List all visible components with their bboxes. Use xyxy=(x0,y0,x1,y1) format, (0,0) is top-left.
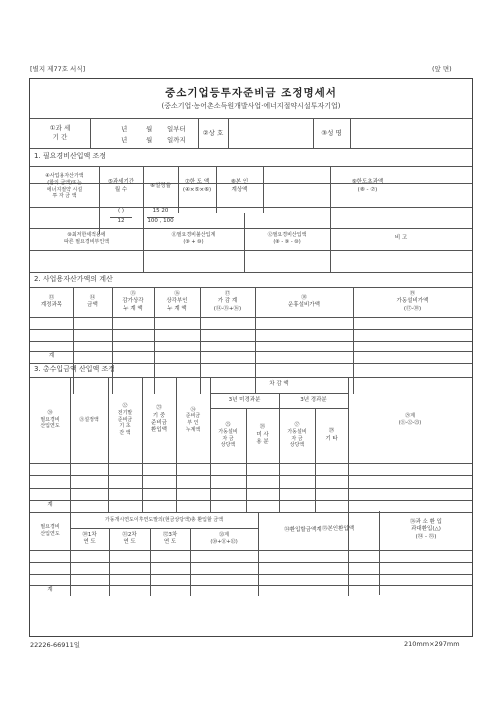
section3-sum-header: ㉙계 (㉑-㉒-㉓) xyxy=(398,413,422,426)
unused-portion-header: ㉖ 미 사 용 분 xyxy=(256,424,269,446)
taxation-period-label: ①과 세 기 간 xyxy=(49,124,71,141)
adjustment-statement-form xyxy=(29,78,473,637)
section3-heading: 3. 총수입금액 산입액 조정 xyxy=(34,365,115,374)
form-subtitle: (중소기업·농어촌소득원개발사업·에너지절약시설투자기업) xyxy=(161,102,341,111)
period-year-from: 년 xyxy=(121,125,128,133)
deduction-year-header-2: 필요경비 산입연도 xyxy=(40,524,60,537)
reversal-total-header: ㉞환입할금액계 xyxy=(284,527,322,534)
rate-numerators: 15 20 xyxy=(152,208,169,215)
over-under-reversal-header: ㊱과 소 환 입 과대환입(△) (㉞ - ㉟) xyxy=(410,518,442,540)
months-denominator: 12 xyxy=(117,218,125,225)
excess-limit-header: ⑨한도초과액 (⑧ - ⑦) xyxy=(351,179,384,193)
months-numerator: ( ) xyxy=(117,208,125,215)
company-name-label: ②상 호 xyxy=(202,128,224,137)
section2-heading: 2. 사업용자산가액의 계산 xyxy=(34,274,113,283)
accum-depreciation-header: ⑮ 감가상각 누 계 액 xyxy=(122,290,144,312)
section3-total-label: 계 xyxy=(47,502,53,509)
form-code: 22226-66911일 xyxy=(30,641,80,649)
operating-fund-equiv-header-a: ㉕ 가동설비 자 금 상당액 xyxy=(218,422,238,449)
form-number: [별지 제77호 서식] xyxy=(30,65,86,73)
rate-denominators: 100 , 100 xyxy=(147,218,174,225)
paper-size: 210mm×297mm xyxy=(404,640,460,648)
operating-equipment-header: ⑲ 가동설비가액 (⑰-⑱) xyxy=(396,290,429,312)
section1-heading: 1. 필요경비산입액 조정 xyxy=(34,152,106,161)
operating-fund-equiv-header-b: ㉗ 가동설비 자 금 상당액 xyxy=(287,422,307,449)
reserve-reversal-header: ㉓ 기 중 준비금 환입액 xyxy=(151,405,167,434)
setting-rate-header: ⑥설정율 xyxy=(150,182,171,189)
reserve-disallowed-header: ㉔ 준비금 부 인 누계액 xyxy=(185,406,201,433)
setting-amount-header: ㉑설정액 xyxy=(79,416,99,423)
third-year-header: ㉜3차 연 도 xyxy=(162,531,178,545)
period-day-to: 일까지 xyxy=(167,136,186,144)
deduction-year-header: ⑳ 필요경비 산입연도 xyxy=(40,409,60,430)
minimum-tax-disallow-header: ⑩최저한세적용에 따른 필요경비부인액 xyxy=(63,232,110,245)
second-year-header: ㉛2차 연 도 xyxy=(122,531,137,545)
other-header: ㉘ 기 타 xyxy=(325,428,338,442)
period-year-to: 년 xyxy=(121,136,128,144)
period-day-from: 일부터 xyxy=(167,125,186,133)
period-months-header: ⑤과세기간 월 수 xyxy=(107,179,135,193)
representative-name-label: ③성 명 xyxy=(321,128,342,137)
amount-header: ⑭ 금액 xyxy=(87,294,98,308)
first-year-header: ㉚1차 연 도 xyxy=(82,531,97,545)
self-reversal-header-visible: ㉟본인환입액 xyxy=(321,526,355,533)
adjusted-total-header: ⑰ 가 감 계 (⑭-⑮+⑯) xyxy=(213,290,242,312)
deduction-amount-header: 차 감 액 xyxy=(269,381,289,388)
opening-reserve-header: ㉒ 전기말 준비금 기 초 잔 액 xyxy=(117,403,133,437)
year-sum-header: ㉝계 (㉚+㉛+㉜) xyxy=(210,532,238,545)
nondeductible-total-header: ⑪필요경비불산입계 (⑨ + ⑩) xyxy=(171,232,216,245)
lower-total-label: 계 xyxy=(47,586,53,593)
form-title: 중소기업등투자준비금 조정명세서 xyxy=(165,86,337,99)
remarks-header: 비 고 xyxy=(394,235,408,242)
self-booked-header: ⑧본 인 계상액 xyxy=(230,179,249,193)
section2-total-label: 계 xyxy=(48,353,55,360)
period-month-from: 월 xyxy=(146,125,153,133)
total-reversal-header: 가동개시연도이후연도말의(현금상당액)총 환입할 금액 xyxy=(104,516,224,523)
deductible-amount-header: ⑫필요경비산입액 (⑧ - ⑨ - ⑩) xyxy=(267,232,307,245)
over-three-years-header: 3년 경과분 xyxy=(300,396,327,403)
asset-value-header: ④사업용자산가액 (합의 금액)또는 에너지절약 시설 투 자 금 액 xyxy=(45,173,84,200)
limit-amount-header: ⑦한 도 액 (④×⑤×⑥) xyxy=(182,179,212,193)
under-three-years-header: 3년 미경과분 xyxy=(228,396,261,403)
idle-equipment-header: ⑱ 운휴설비가액 xyxy=(288,294,320,308)
front-side-label: (앞 면) xyxy=(432,65,452,73)
account-title-header: ⑬ 계정과목 xyxy=(40,294,63,308)
accum-disallowed-header: ⑯ 상각부인 누 계 액 xyxy=(166,290,188,312)
period-month-to: 월 xyxy=(146,136,153,144)
